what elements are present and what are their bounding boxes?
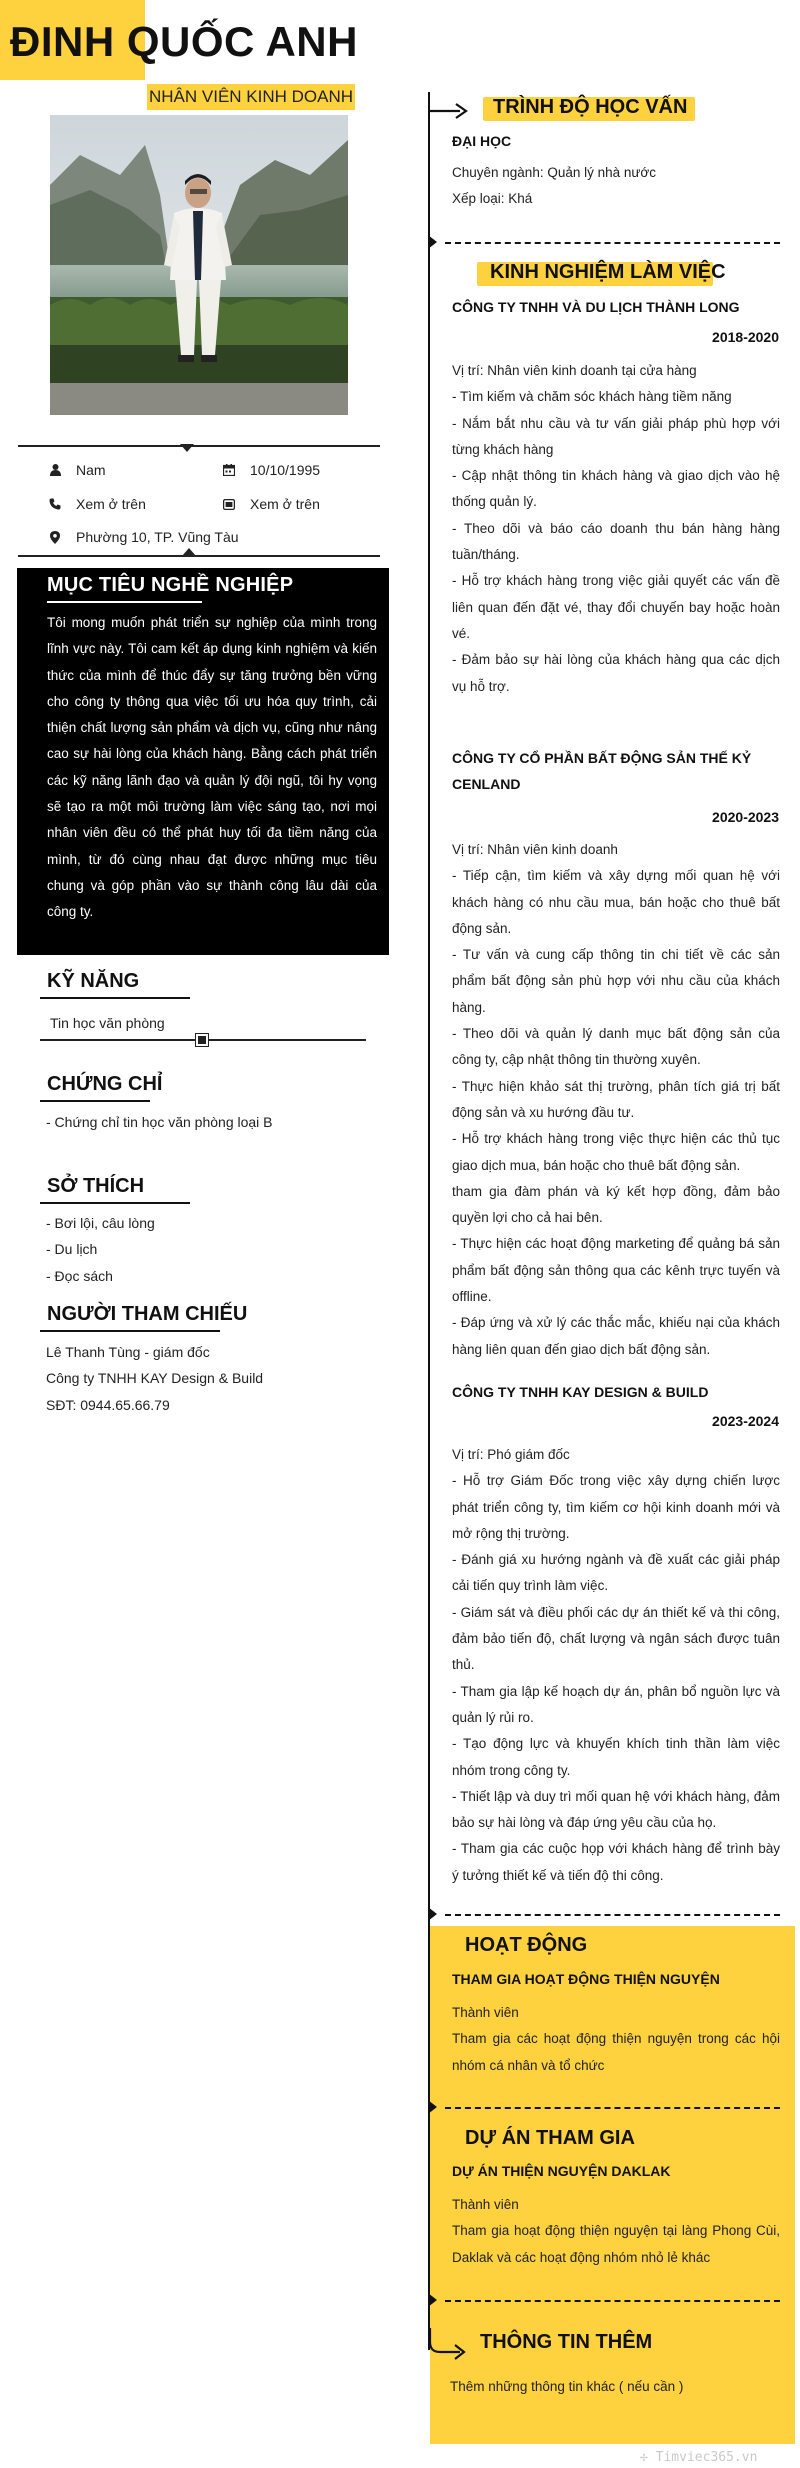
job-line: - Thực hiện khảo sát thị trường, phân tích giá trị bất động sản và xu hướng đầu tư. — [452, 1078, 780, 1120]
job-line: - Thực hiện các hoạt động marketing để quảng bá sản phẩm bất động sản thông qua các kênh trực tuyến và offline. — [452, 1236, 780, 1305]
phone-icon — [48, 497, 62, 511]
certificates-title: CHỨNG CHỈ — [47, 1073, 163, 1095]
profile-photo — [50, 115, 348, 415]
phone-row — [48, 496, 146, 512]
job-line: - Tạo động lực và khuyến khích tinh thần làm việc nhóm trong công ty. — [452, 1736, 780, 1778]
email-value: Xem ở trên — [250, 496, 320, 512]
candidate-name: ĐINH QUỐC ANH — [10, 18, 358, 65]
projects-title: DỰ ÁN THAM GIA — [465, 2127, 635, 2149]
job-line: - Tư vấn và cung cấp thông tin chi tiết về các sản phẩm bất động sản phù hợp với nhu cầu của khách hàng. — [452, 947, 780, 1015]
job-line: - Theo dõi và báo cáo doanh thu bán hàng hàng tuần/tháng. — [452, 520, 780, 563]
job-line: - Tham gia các cuộc họp với khách hàng để trình bày ý tưởng thiết kế và tiến độ thi công. — [452, 1841, 780, 1883]
timeline-marker — [428, 2100, 437, 2114]
extra-info-text — [450, 2374, 778, 2400]
user-icon — [48, 463, 62, 477]
reference-line: SĐT: 0944.65.66.79 — [46, 1397, 170, 1413]
activity-description — [452, 2000, 780, 2079]
watermark: ✢ Timviec365.vn — [640, 2450, 758, 2465]
job-line: - Cập nhật thông tin khách hàng và giao dịch vào hệ thống quản lý. — [452, 468, 780, 510]
activity-role: Thành viên — [452, 2005, 519, 2020]
career-objective-section — [17, 568, 389, 955]
job-line: - Theo dõi và quản lý danh mục bất động sản của công ty, cập nhật thông tin thường xuyên. — [452, 1026, 780, 1068]
extra-info-title: THÔNG TIN THÊM — [480, 2331, 653, 2353]
education-rank: Xếp loại: Khá — [452, 191, 533, 207]
job-line: - Đảm bảo sự hài lòng của khách hàng qua các dịch vụ hỗ trợ. — [452, 652, 780, 694]
job-line: Vị trí: Phó giám đốc — [452, 1447, 570, 1462]
job-years: 2020-2023 — [712, 809, 779, 825]
certificate-item: - Chứng chỉ tin học văn phòng loại B — [46, 1114, 273, 1130]
calendar-icon — [222, 463, 236, 477]
hobbies-title-underline — [40, 1202, 190, 1204]
address-value: Phường 10, TP. Vũng Tàu — [76, 529, 239, 545]
address-row — [48, 529, 239, 545]
job-line: - Nắm bắt nhu cầu và tư vấn giải pháp phù hợp với từng khách hàng — [452, 415, 780, 457]
watermark-text: Timviec365.vn — [655, 2450, 758, 2465]
hobby-item: - Bơi lội, câu lòng — [46, 1215, 155, 1231]
hobby-item: - Đọc sách — [46, 1268, 113, 1284]
job-line: - Đáp ứng và xử lý các thắc mắc, khiếu nại của khách hàng liên quan đến giao dịch bất động sản. — [452, 1315, 780, 1357]
job-line: Vị trí: Nhân viên kinh doanh tại cửa hàng — [452, 363, 697, 378]
objective-title: MỤC TIÊU NGHỀ NGHIỆP — [47, 574, 294, 596]
hobby-item: - Du lịch — [46, 1241, 98, 1257]
gender-row — [48, 462, 106, 478]
info-divider-top — [18, 445, 380, 447]
education-title: TRÌNH ĐỘ HỌC VẤN — [493, 96, 688, 118]
project-role: Thành viên — [452, 2197, 519, 2212]
timeline-marker — [428, 1907, 437, 1921]
experience-title: KINH NGHIỆM LÀM VIỆC — [490, 261, 726, 283]
extra-info-line: Thêm những thông tin khác ( nếu cần ) — [450, 2379, 684, 2394]
birthday-value: 10/10/1995 — [250, 462, 321, 478]
activity-name: THAM GIA HOẠT ĐỘNG THIỆN NGUYỆN — [452, 1971, 720, 1987]
info-divider-arrow — [180, 444, 194, 452]
references-title-underline — [40, 1330, 220, 1332]
timeline-line — [428, 92, 430, 2350]
references-title: NGƯỜI THAM CHIẾU — [47, 1303, 248, 1325]
job-years: 2023-2024 — [712, 1413, 779, 1429]
envelope-icon — [222, 497, 236, 511]
arrow-right-icon — [428, 2328, 470, 2360]
location-pin-icon — [48, 530, 62, 544]
job-company: CÔNG TY TNHH KAY DESIGN & BUILD — [452, 1384, 709, 1400]
education-major: Chuyên ngành: Quản lý nhà nước — [452, 165, 657, 180]
activities-title: HOẠT ĐỘNG — [465, 1934, 588, 1956]
job-line: - Tìm kiếm và chăm sóc khách hàng tiềm năng — [452, 389, 732, 405]
job-years: 2018-2020 — [712, 329, 779, 345]
phone-value: Xem ở trên — [76, 496, 146, 512]
job-line: - Hỗ trợ khách hàng trong việc thực hiện các thủ tục giao dịch mua, bán hoặc cho thuê bất động sản. — [452, 1131, 780, 1173]
hobbies-title: SỞ THÍCH — [47, 1175, 145, 1197]
job-line: - Hỗ trợ khách hàng trong việc giải quyết các vấn đề liên quan đến đặt vé, thay đổi chuyến bay hoặc hoàn vé. — [452, 573, 780, 641]
education-level: ĐẠI HỌC — [452, 133, 512, 149]
job-line: - Giám sát và điều phối các dự án thiết kế và thi công, đảm bảo tiến độ, chất lượng và ngân sách được tuân thủ. — [452, 1604, 780, 1673]
info-divider-bottom — [18, 555, 380, 557]
section-divider — [445, 2300, 780, 2302]
email-row — [222, 496, 320, 512]
section-divider — [445, 2107, 780, 2109]
project-name: DỰ ÁN THIỆN NGUYỆN DAKLAK — [452, 2163, 671, 2179]
timeline-marker — [428, 235, 437, 249]
skill-level-marker — [196, 1034, 208, 1046]
skills-title-underline — [40, 997, 190, 999]
job-line: Vị trí: Nhân viên kinh doanh — [452, 842, 618, 857]
section-divider — [445, 1914, 780, 1916]
activity-detail: Tham gia các hoạt động thiện nguyện trong các hội nhóm cá nhân và tổ chức — [452, 2031, 780, 2073]
reference-line: Công ty TNHH KAY Design & Build — [46, 1370, 264, 1386]
job-description — [452, 837, 780, 1363]
job-description — [452, 1442, 780, 1889]
job-company: CÔNG TY TNHH VÀ DU LỊCH THÀNH LONG — [452, 299, 740, 315]
reference-line: Lê Thanh Tùng - giám đốc — [46, 1344, 210, 1360]
objective-text: Tôi mong muốn phát triển sự nghiệp của mình trong lĩnh vực này. Tôi cam kết áp dụng kinh nghiệm và kiến thức của mình để thúc đẩy sự tăng trưởng bền vững cho công ty thông qua việc tối ưu hóa quy trình, cải thiện chất lượng sản phẩm và dịch vụ, cũng như nâng cao sự hài lòng của khách hàng. Bằng cách phát triển các kỹ năng lãnh đạo và quản lý đội ngũ, tôi hy vọng sẽ tạo ra một môi trường làm việc sáng tạo, nơi mọi nhân viên đều có thể phát huy tối đa tiềm năng của mình, từ đó cùng nhau đạt được những mục tiêu chung và góp phần vào sự thành công lâu dài của công ty. — [47, 615, 377, 920]
job-description — [452, 358, 780, 700]
job-line: - Tham gia lập kế hoạch dự án, phân bổ nguồn lực và quản lý rủi ro. — [452, 1683, 780, 1725]
certificates-title-underline — [40, 1100, 150, 1102]
job-line: tham gia đàm phán và ký kết hợp đồng, đảm bảo quyền lợi cho cả hai bên. — [452, 1183, 780, 1226]
timeline-marker — [428, 2293, 437, 2307]
skills-title: KỸ NĂNG — [47, 970, 140, 992]
birthday-row — [222, 462, 320, 478]
objective-title-underline — [47, 601, 202, 603]
skill-name: Tin học văn phòng — [50, 1015, 165, 1031]
job-line: - Tiếp cận, tìm kiếm và xây dựng mối quan hệ với khách hàng có nhu cầu mua, bán hoặc cho thuê bất động sản. — [452, 868, 780, 936]
job-position: NHÂN VIÊN KINH DOANH — [147, 84, 355, 110]
job-line: - Đánh giá xu hướng ngành và đề xuất các giải pháp cải tiến quy trình làm việc. — [452, 1552, 780, 1594]
project-detail: Tham gia hoạt động thiện nguyện tại làng Phong Cùi, Daklak và các hoạt động nhóm nhỏ lẻ khác — [452, 2223, 780, 2265]
gender-value: Nam — [76, 462, 106, 478]
education-details — [452, 160, 780, 213]
arrow-right-icon — [428, 100, 474, 122]
job-company: CÔNG TY CỔ PHẦN BẤT ĐỘNG SẢN THẾ KỶ CENLAND — [452, 750, 752, 793]
project-description — [452, 2192, 780, 2271]
job-line: - Thiết lập và duy trì mối quan hệ với khách hàng, đảm bảo sự hài lòng và đáp ứng yêu cầu của họ. — [452, 1788, 780, 1831]
job-line: - Hỗ trợ Giám Đốc trong việc xây dựng chiến lược phát triển công ty, tìm kiếm cơ hội kinh doanh mới và mở rộng thị trường. — [452, 1473, 780, 1541]
section-divider — [445, 242, 780, 244]
